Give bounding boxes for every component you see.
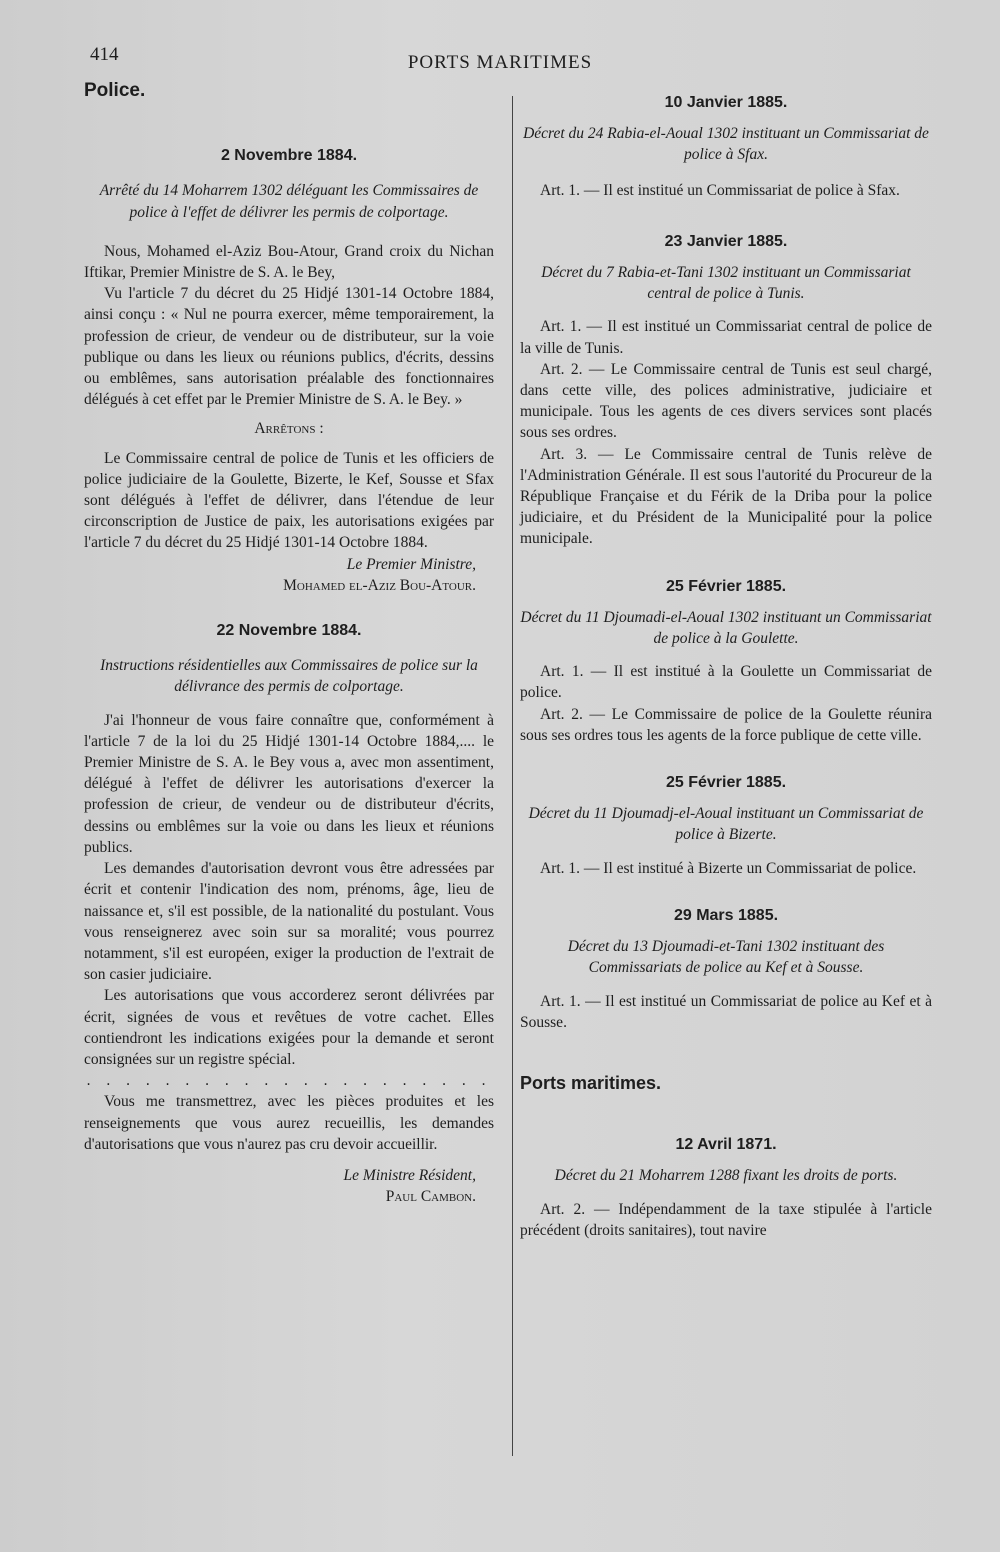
article: Art. 1. — Il est institué un Commissariat de police à Sfax. — [540, 181, 900, 199]
signature-name: Mohamed el-Aziz Bou-Atour. — [283, 576, 476, 594]
column-divider — [512, 96, 513, 1456]
entry-date: 10 Janvier 1885. — [664, 94, 788, 111]
paragraph: Les demandes d'autorisation devront vous être adressées par écrit et contenir l'indication des nom, prénoms, âge, lieu de naissance et, s'il est possible, de la nationalité du postulant. Vous vous renseignerez avec soin sur sa moralité; vous pourrez notamment, s'il est européen, exiger la production de l'extrait de son casier judiciaire. — [84, 860, 494, 984]
article: Art. 1. — Il est institué un Commissariat central de police de la ville de Tunis. — [520, 318, 932, 357]
article: Art. 2. — Le Commissaire central de Tunis est seul chargé, dans cette ville, des polices administrative, judiciaire et municipale. Tous les agents de ces divers services sont placés sous ses ordres. — [520, 360, 932, 442]
entry-caption: Décret du 11 Djoumadj-el-Aoual instituant un Commissariat de police à Bizerte. — [528, 805, 924, 844]
article: Art. 2. — Le Commissaire de police de la Goulette réunira sous ses ordres tous les agents de la force publique de cette ville. — [520, 705, 932, 744]
signature-title: Le Premier Ministre, — [346, 555, 476, 573]
entry-caption: Décret du 21 Moharrem 1288 fixant les droits de ports. — [554, 1167, 898, 1185]
arretons-heading: Arrêtons : — [254, 420, 324, 438]
signature-name: Paul Cambon. — [385, 1188, 476, 1206]
entry-date: 25 Février 1885. — [665, 774, 787, 792]
entry-caption: Décret du 11 Djoumadi-el-Aoual 1302 instituant un Commissariat de police à la Goulette. — [520, 608, 932, 648]
right-column — [520, 92, 932, 1241]
article: Art. 1. — Il est institué à Bizerte un Commissariat de police. — [540, 859, 917, 877]
entry-date: 23 Janvier 1885. — [664, 232, 788, 250]
entry-caption: Décret du 24 Rabia-el-Aoual 1302 instituant un Commissariat de police à Sfax. — [523, 125, 929, 164]
article: Art. 2. — Indépendamment de la taxe stipulée à l'article précédent (droits sanitaires), tout navire — [520, 1200, 932, 1239]
paragraph: Les autorisations que vous accorderez seront délivrées par écrit, signées de vous et revêtues de votre cachet. Elles contiendront les indications exigées pour la demande et seront consignées sur un registre spécial. — [84, 987, 494, 1068]
section-title-police: Police. — [84, 80, 146, 101]
page-number: 414 — [90, 44, 119, 65]
paragraph: Le Commissaire central de police de Tunis et les officiers de police judiciaire de la Goulette, Bizerte, le Kef, Sousse et Sfax sont délégués à l'effet de délivrer, dans l'étendue de leur circonscription de Justice de paix, les autorisations exigées par l'article 7 du décret du 25 Hidjé 1301-14 Octobre 1884. — [84, 449, 494, 552]
entry-date: 25 Février 1885. — [665, 577, 787, 595]
paragraph: J'ai l'honneur de vous faire connaître que, conformément à l'article 7 de la loi du 25 Hidjé 1301-14 Octobre 1884,.... le Premier Ministre de S. A. le Bey vous a, avec mon assentiment, délégué à l'effet de délivrer les autorisations d'exercer la profession de crieur, de vendeur ou de distributeur d'écrits, dessins ou emblêmes sur la voie ou dans les lieux et réunions publics. — [84, 711, 494, 856]
paragraph: Nous, Mohamed el-Aziz Bou-Atour, Grand croix du Nichan Iftikar, Premier Ministre de S. A. le Bey, — [84, 242, 494, 282]
running-title: PORTS MARITIMES — [407, 52, 593, 73]
paragraph: Vu l'article 7 du décret du 25 Hidjé 1301-14 Octobre 1884, ainsi conçu : « Nul ne pourra exercer, même temporairement, la profession de crieur, de vendeur ou de distributeur, sur la voie publique ou dans les lieux ou réunions publics, d'écrits, dessins ou emblêmes, sans autorisation préalable des fonctionnaires délégués à cet effet par le Premier Ministre de S. A. le Bey. » — [84, 285, 494, 409]
entry-date: 12 Avril 1871. — [675, 1136, 777, 1154]
paragraph: Vous me transmettrez, avec les pièces produites et les renseignements que vous aurez recueillis, les demandes d'autorisations que vous n'aurez pas cru devoir accueillir. — [84, 1093, 494, 1153]
article: Art. 1. — Il est institué à la Goulette un Commissariat de police. — [520, 663, 932, 702]
article: Art. 1. — Il est institué un Commissariat de police au Kef et à Sousse. — [520, 992, 932, 1031]
entry-caption: Décret du 7 Rabia-et-Tani 1302 instituant un Commissariat central de police à Tunis. — [541, 264, 911, 303]
left-column — [84, 80, 494, 1207]
entry-date: 2 Novembre 1884. — [220, 147, 358, 165]
entry-caption: Instructions résidentielles aux Commissaires de police sur la délivrance des permis de colportage. — [100, 657, 478, 696]
entry-caption: Arrêté du 14 Moharrem 1302 déléguant les Commissaires de police à l'effet de délivrer les permis de colportage. — [99, 182, 479, 221]
entry-caption: Décret du 13 Djoumadi-et-Tani 1302 instituant des Commissariats de police au Kef et à Sousse. — [567, 938, 885, 977]
section-title-ports: Ports maritimes. — [520, 1072, 662, 1093]
signature-title: Le Ministre Résident, — [343, 1166, 476, 1184]
entry-date: 29 Mars 1885. — [673, 906, 779, 924]
article: Art. 3. — Le Commissaire central de Tunis relève de l'Administration Générale. Il est sous l'autorité du Procureur de la République Française et du Férik de la Driba pour la police judiciaire, et du Président de la Municipalité pour la police municipale. — [520, 445, 932, 548]
entry-date: 22 Novembre 1884. — [216, 622, 362, 640]
ellipsis-line: . . . . . . . . . . . . . . . . . . . . . — [86, 1072, 492, 1090]
